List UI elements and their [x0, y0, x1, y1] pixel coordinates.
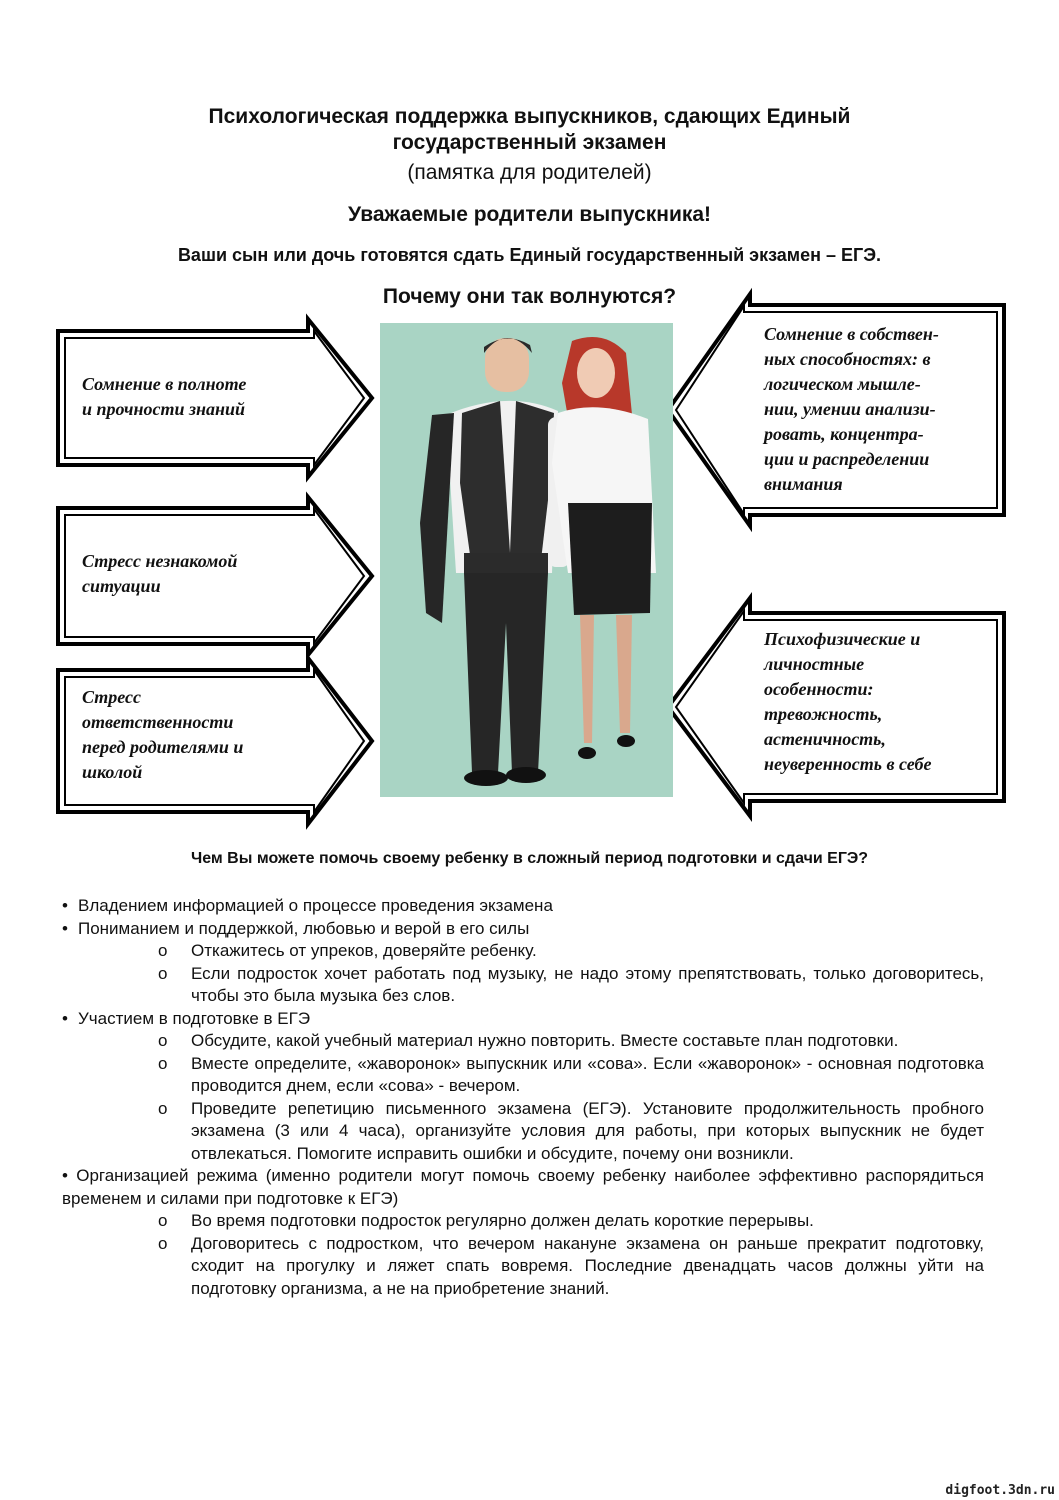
- watermark: digfoot.3dn.ru: [945, 1483, 1055, 1498]
- question-heading: Почему они так волнуются?: [382, 285, 677, 308]
- help-heading: Чем Вы можете помочь своему ребенку в сложный период подготовки и сдачи ЕГЭ?: [190, 850, 869, 867]
- boy-figure: [420, 338, 570, 786]
- sub-list-item: o Обсудите, какой учебный материал нужно повторить. Вместе составьте план подготовки.: [158, 1031, 899, 1050]
- students-photo: [380, 323, 673, 797]
- list-item: • Участием в подготовке в ЕГЭ: [62, 1008, 984, 1031]
- document-subtitle: (памятка для родителей): [407, 161, 652, 184]
- reason-unknown-situation: Стресс незнакомой ситуации: [82, 551, 238, 596]
- sub-list-item: o Откажитесь от упреков, доверяйте ребенку.: [158, 941, 537, 960]
- greeting: Уважаемые родители выпускника!: [347, 203, 712, 226]
- sub-list-item: o Проведите репетицию письменного экзамена (ЕГЭ). Установите продолжительность пробного экзамена (3 или 4 часа), организуйте условия для работы, при которых выпускник не будет отвлекаться. Помогите исправить ошибки и обсудите, почему они возникли.: [158, 1098, 984, 1163]
- girl-figure: [552, 337, 656, 759]
- list-item: • Пониманием и поддержкой, любовью и верой в его силы: [62, 918, 984, 941]
- sub-list-item: o Договоритесь с подростком, что вечером накануне экзамена он раньше прекратит подготовку, сходит на прогулку и ляжет спать вовремя. Последние двенадцать часов должны уйти на подготовку организма, а не на приобретение знаний.: [158, 1233, 984, 1298]
- intro-line: Ваши сын или дочь готовятся сдать Единый государственный экзамен – ЕГЭ.: [177, 245, 882, 265]
- sub-list-item: o Если подросток хочет работать под музыку, не надо этому препятствовать, только договоритесь, чтобы это была музыка без слов.: [158, 963, 984, 1005]
- title-line-1: Психологическая поддержка выпускников, сдающих Единый: [208, 105, 851, 128]
- reason-ability-doubt: Сомнение в собствен- ных способностях: в логическом мышле- нии, умении анализи- ровать, концентра- ции и распределении внимания: [764, 324, 939, 494]
- reason-knowledge-doubt: Сомнение в полноте и прочности знаний: [82, 374, 247, 419]
- help-list: [62, 895, 984, 1300]
- list-item: • Организацией режима (именно родители могут помочь своему ребенку наиболее эффективно распорядиться временем и силами при подготовке к ЕГЭ): [62, 1166, 984, 1208]
- list-item: • Владением информацией о процессе проведения экзамена: [62, 895, 984, 918]
- reason-psychophysical: Психофизические и личностные особенности: тревожность, астеничность, неуверенность в себе: [764, 629, 932, 774]
- sub-list-item: o Вместе определите, «жаворонок» выпускник или «сова». Если «жаворонок» - основная подготовка проводится днем, если «сова» - вечером.: [158, 1053, 984, 1095]
- title-line-2: государственный экзамен: [392, 131, 667, 154]
- reason-responsibility-stress: Стресс ответственности перед родителями и школой: [82, 687, 244, 782]
- sub-list-item: o Во время подготовки подросток регулярно должен делать короткие перерывы.: [158, 1211, 814, 1230]
